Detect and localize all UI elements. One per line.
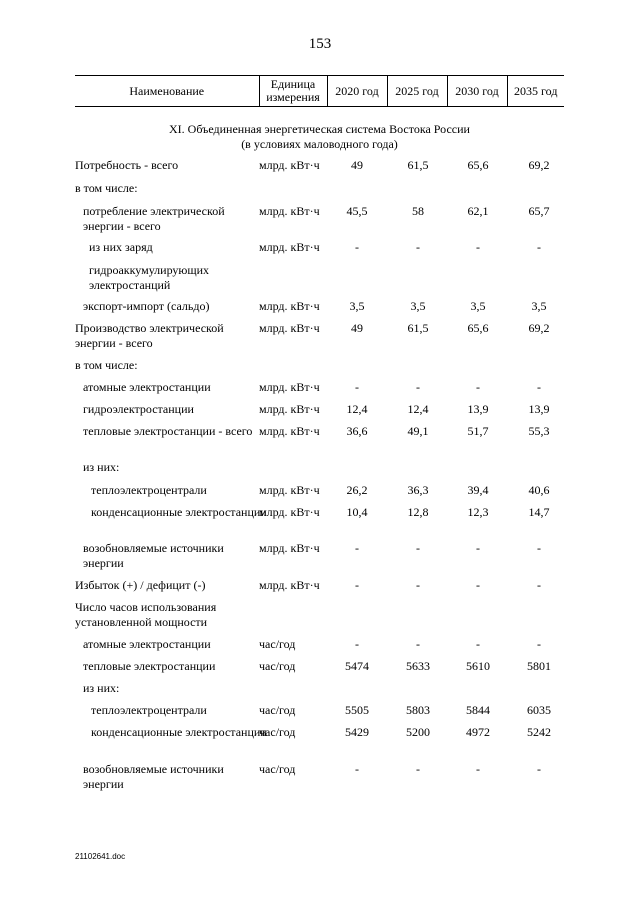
column-header-unit: Единица измерения [259, 76, 327, 107]
row-unit: млрд. кВт·ч [259, 578, 320, 592]
row-unit: млрд. кВт·ч [259, 240, 320, 254]
row-unit: млрд. кВт·ч [259, 299, 320, 313]
value-2035: 69,2 [528, 158, 550, 172]
document-code: 21102641.doc [75, 852, 126, 861]
row-name: в том числе: [75, 181, 138, 195]
value-2020: - [355, 762, 359, 776]
value-2025: 5633 [406, 659, 430, 673]
value-2030: 12,3 [467, 505, 489, 519]
row-unit: млрд. кВт·ч [259, 204, 320, 218]
row-name: Производство электрической энергии - всего [75, 321, 224, 350]
page-number: 153 [308, 36, 332, 52]
value-2035: - [537, 637, 541, 651]
value-2025: 12,4 [407, 402, 429, 416]
value-2035: 5242 [527, 725, 551, 739]
row-name: атомные электростанции [83, 380, 211, 394]
value-2030: 65,6 [467, 321, 489, 335]
value-2020: 5429 [345, 725, 369, 739]
section-title [75, 122, 564, 152]
value-2025: - [416, 541, 420, 555]
row-name: в том числе: [75, 358, 138, 372]
value-2035: 65,7 [528, 204, 550, 218]
row-name: Потребность - всего [75, 158, 179, 172]
value-2035: 40,6 [528, 483, 550, 497]
value-2030: - [476, 637, 480, 651]
row-unit: час/год [259, 725, 296, 739]
section-title-line1: XI. Объединенная энергетическая система Востока России [169, 122, 470, 136]
value-2020: 49 [351, 321, 363, 335]
row-unit: млрд. кВт·ч [259, 321, 320, 335]
column-header-2035: 2035 год [507, 76, 564, 107]
value-2020: - [355, 637, 359, 651]
value-2030: 5610 [466, 659, 490, 673]
value-2020: 12,4 [346, 402, 368, 416]
value-2025: 61,5 [407, 158, 429, 172]
value-2025: 61,5 [407, 321, 429, 335]
value-2030: 4972 [466, 725, 490, 739]
value-2025: 3,5 [410, 299, 426, 313]
value-2035: - [537, 578, 541, 592]
value-2025: 36,3 [407, 483, 429, 497]
value-2030: 39,4 [467, 483, 489, 497]
value-2020: - [355, 578, 359, 592]
value-2025: 5803 [406, 703, 430, 717]
row-unit: млрд. кВт·ч [259, 424, 320, 438]
value-2030: - [476, 541, 480, 555]
row-name: тепловые электростанции - всего [83, 424, 253, 438]
row-name: конденсационные электростанции [91, 505, 267, 519]
row-name: возобновляемые источники энергии [83, 541, 224, 570]
row-name: потребление электрической энергии - всего [83, 204, 225, 233]
column-header-2025: 2025 год [387, 76, 447, 107]
value-2030: 62,1 [467, 204, 489, 218]
value-2025: - [416, 578, 420, 592]
row-name: экспорт-импорт (сальдо) [83, 299, 210, 313]
value-2030: 3,5 [470, 299, 486, 313]
row-name: из них заряд [89, 240, 153, 254]
value-2030: 51,7 [467, 424, 489, 438]
row-name: гидроэлектростанции [83, 402, 194, 416]
row-unit: час/год [259, 637, 296, 651]
row-name: из них: [83, 460, 120, 474]
row-name: теплоэлектроцентрали [91, 483, 207, 497]
value-2030: - [476, 380, 480, 394]
value-2025: - [416, 637, 420, 651]
section-title-line2: (в условиях маловодного года) [241, 137, 398, 151]
value-2020: - [355, 541, 359, 555]
value-2035: 55,3 [528, 424, 550, 438]
value-2030: 13,9 [467, 402, 489, 416]
row-unit: млрд. кВт·ч [259, 483, 320, 497]
row-name: атомные электростанции [83, 637, 211, 651]
row-name: возобновляемые источники энергии [83, 762, 224, 791]
value-2025: - [416, 762, 420, 776]
value-2020: 45,5 [346, 204, 368, 218]
value-2020: 3,5 [349, 299, 365, 313]
value-2020: 5505 [345, 703, 369, 717]
row-unit: млрд. кВт·ч [259, 505, 320, 519]
row-name: Избыток (+) / дефицит (-) [75, 578, 206, 592]
row-unit: час/год [259, 659, 296, 673]
value-2025: 5200 [406, 725, 430, 739]
value-2030: 5844 [466, 703, 490, 717]
value-2035: - [537, 541, 541, 555]
value-2035: 13,9 [528, 402, 550, 416]
table-header [75, 75, 564, 107]
value-2035: - [537, 240, 541, 254]
value-2035: 3,5 [531, 299, 547, 313]
value-2020: - [355, 380, 359, 394]
value-2030: - [476, 762, 480, 776]
row-name: Число часов использования установленной мощности [75, 600, 217, 629]
row-unit: млрд. кВт·ч [259, 158, 320, 172]
value-2025: - [416, 240, 420, 254]
row-unit: млрд. кВт·ч [259, 541, 320, 555]
value-2035: - [537, 762, 541, 776]
column-header-name: Наименование [75, 76, 259, 107]
value-2020: 26,2 [346, 483, 368, 497]
value-2020: 49 [351, 158, 363, 172]
row-unit: час/год [259, 703, 296, 717]
column-header-2020: 2020 год [327, 76, 387, 107]
value-2030: 65,6 [467, 158, 489, 172]
value-2035: 69,2 [528, 321, 550, 335]
row-unit: млрд. кВт·ч [259, 380, 320, 394]
value-2025: 58 [412, 204, 424, 218]
row-name: гидроаккумулирующих электростанций [89, 263, 210, 292]
value-2035: 14,7 [528, 505, 550, 519]
column-header-2030: 2030 год [447, 76, 507, 107]
value-2025: 12,8 [407, 505, 429, 519]
value-2030: - [476, 578, 480, 592]
row-unit: час/год [259, 762, 296, 776]
row-name: конденсационные электростанции [91, 725, 267, 739]
row-name: из них: [83, 681, 120, 695]
value-2035: 5801 [527, 659, 551, 673]
row-unit: млрд. кВт·ч [259, 402, 320, 416]
value-2020: 5474 [345, 659, 369, 673]
value-2035: - [537, 380, 541, 394]
value-2025: 49,1 [407, 424, 429, 438]
value-2020: - [355, 240, 359, 254]
row-name: тепловые электростанции [83, 659, 216, 673]
value-2020: 10,4 [346, 505, 368, 519]
row-name: теплоэлектроцентрали [91, 703, 207, 717]
value-2030: - [476, 240, 480, 254]
value-2025: - [416, 380, 420, 394]
value-2035: 6035 [527, 703, 551, 717]
value-2020: 36,6 [346, 424, 368, 438]
